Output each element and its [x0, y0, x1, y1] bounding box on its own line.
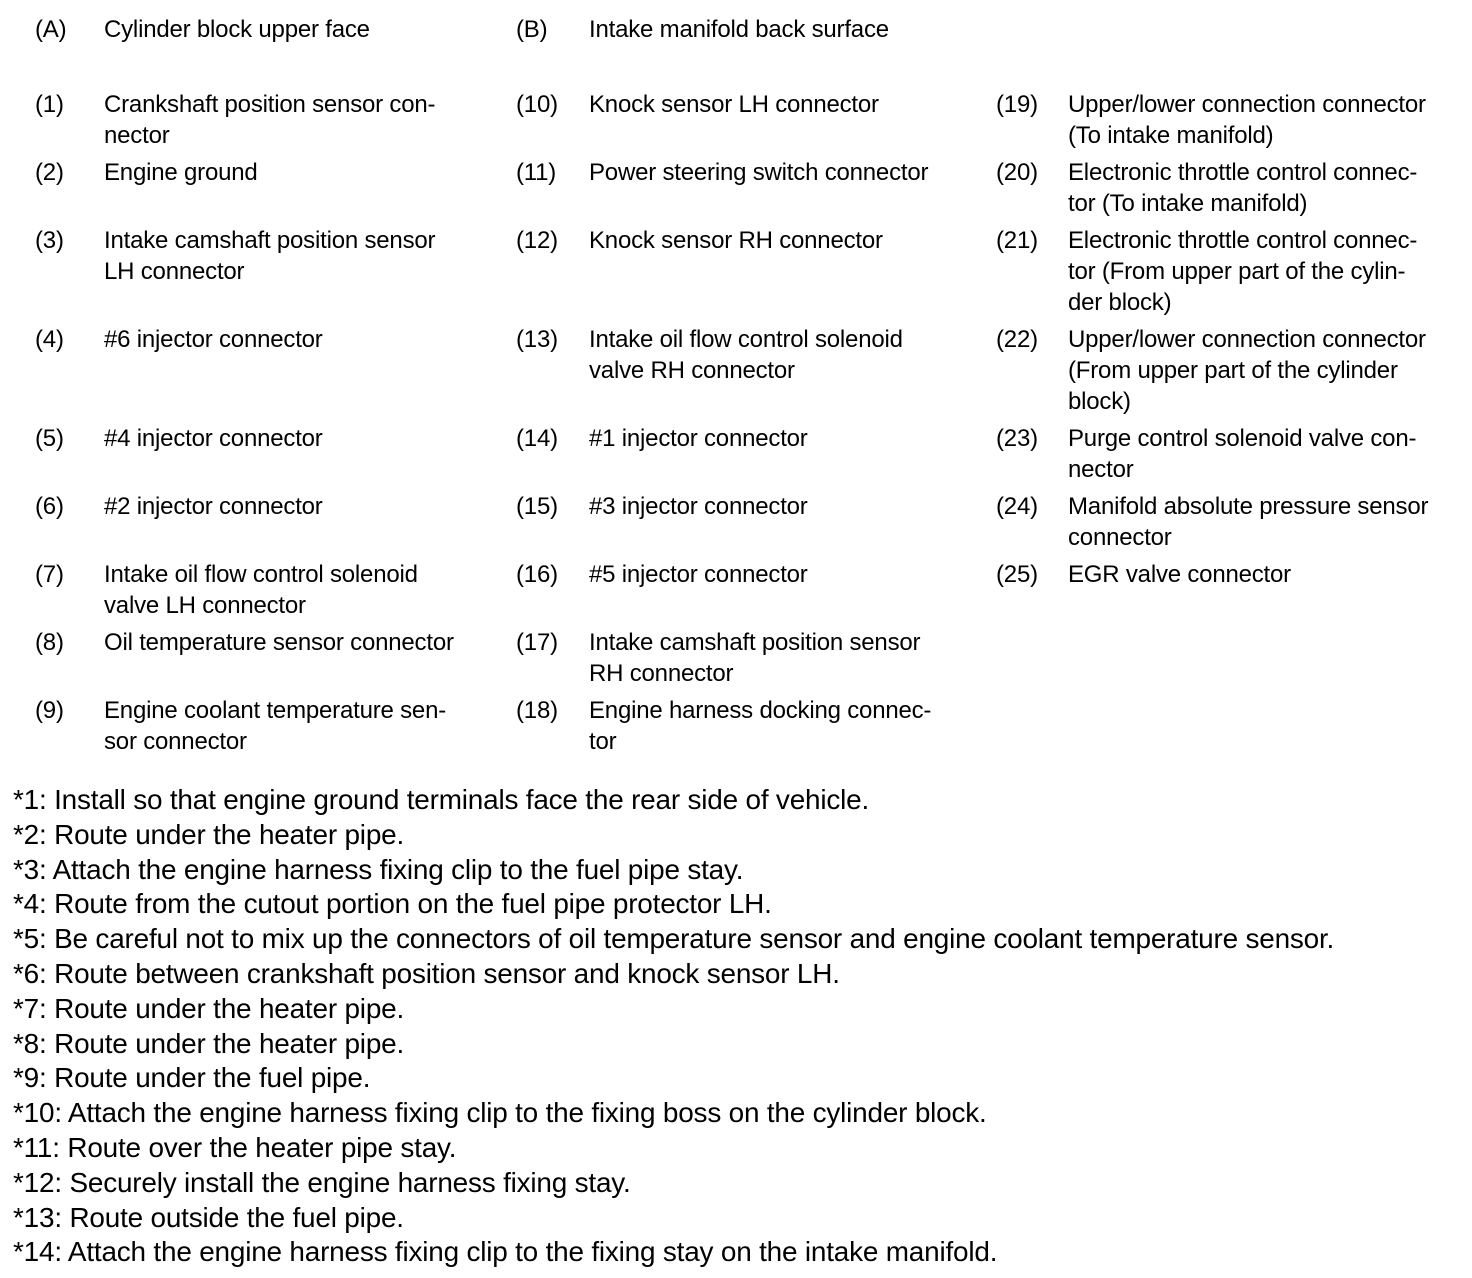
legend-label-line: tor [589, 728, 617, 755]
legend-ref-number: (21) [996, 227, 1038, 254]
legend-ref-letter [996, 14, 1068, 83]
legend-ref-number: (4) [35, 326, 64, 353]
legend-item-label [104, 627, 516, 689]
legend-label-line: RH connector [589, 660, 734, 687]
legend-label-line: Intake manifold back surface [589, 16, 889, 43]
legend-label-line: tor (To intake manifold) [1068, 190, 1308, 217]
footnote: *3: Attach the engine harness fixing clip to the fuel pipe stay. [13, 853, 744, 885]
legend-label-line: (From upper part of the cylinder [1068, 357, 1398, 384]
footnote: *5: Be careful not to mix up the connectors of oil temperature sensor and engine coolant temperature sensor. [13, 923, 1335, 955]
legend-item-label [1068, 423, 1472, 485]
legend-label-line: Intake camshaft position sensor [104, 227, 436, 254]
legend-ref-number: (6) [35, 493, 64, 520]
legend-label-line: #6 injector connector [104, 326, 323, 353]
footnote: *13: Route outside the fuel pipe. [13, 1201, 404, 1233]
legend-label-line: valve LH connector [104, 592, 306, 619]
legend-ref-number: (13) [516, 326, 558, 353]
legend-label-line: LH connector [104, 258, 245, 285]
legend-label-line: Crankshaft position sensor con- [104, 91, 436, 118]
footnote: *1: Install so that engine ground terminals face the rear side of vehicle. [13, 784, 870, 815]
legend-label-line: EGR valve connector [1068, 561, 1291, 588]
legend-item-label [104, 695, 516, 757]
legend-label-line: Upper/lower connection connector [1068, 326, 1426, 353]
legend-label-line: Upper/lower connection connector [1068, 91, 1426, 118]
footnote: *8: Route under the heater pipe. [13, 1027, 405, 1059]
legend-item-label [1068, 157, 1472, 219]
legend-label-line: #2 injector connector [104, 493, 323, 520]
legend-label-line: Manifold absolute pressure sensor [1068, 493, 1429, 520]
legend-label-line: #5 injector connector [589, 561, 808, 588]
legend-ref-letter: (B) [516, 16, 548, 43]
footnote: *7: Route under the heater pipe. [13, 992, 405, 1024]
legend-item-label [104, 225, 516, 318]
legend-label-line: tor (From upper part of the cylin- [1068, 258, 1406, 285]
legend-item-label [1068, 559, 1472, 621]
legend-ref-number: (10) [516, 91, 558, 118]
legend-ref-number: (5) [35, 425, 64, 452]
legend-label-line: (To intake manifold) [1068, 122, 1274, 149]
legend-label-line: Knock sensor RH connector [589, 227, 883, 254]
legend-label-line: der block) [1068, 289, 1172, 316]
legend-label-line: nector [1068, 456, 1134, 483]
legend-ref-number: (25) [996, 561, 1038, 588]
legend-item-label [589, 559, 996, 621]
legend-label-line: Intake camshaft position sensor [589, 629, 921, 656]
legend-item-label [589, 423, 996, 485]
legend-ref-number: (23) [996, 425, 1038, 452]
legend-ref-number: (14) [516, 425, 558, 452]
legend-ref-label [104, 14, 516, 83]
footnote: *4: Route from the cutout portion on the fuel pipe protector LH. [13, 888, 772, 920]
legend-ref-number: (3) [35, 227, 64, 254]
legend-label-line: connector [1068, 524, 1172, 551]
legend-item-label [589, 225, 996, 318]
legend-ref-number: (11) [516, 159, 557, 186]
legend-ref-number: (8) [35, 629, 64, 656]
legend-ref-letter: (A) [35, 16, 67, 43]
legend-ref-number: (16) [516, 561, 558, 588]
legend-item-label [589, 491, 996, 553]
legend-item-label [1068, 89, 1472, 151]
legend-label-line: nector [104, 122, 170, 149]
legend-item-label [589, 89, 996, 151]
legend-ref-number: (17) [516, 629, 558, 656]
legend-item-label [104, 324, 516, 417]
legend-label-line: Knock sensor LH connector [589, 91, 879, 118]
legend-item-label [589, 695, 996, 757]
legend-item-label [589, 157, 996, 219]
legend-ref-number: (18) [516, 697, 558, 724]
legend-ref-number: (19) [996, 91, 1038, 118]
footnote: *10: Attach the engine harness fixing clip to the fixing boss on the cylinder block. [13, 1097, 987, 1129]
legend-label-line: Power steering switch connector [589, 159, 929, 186]
legend-ref-number: (7) [35, 561, 64, 588]
footnote: *6: Route between crankshaft position sensor and knock sensor LH. [13, 957, 840, 989]
legend-ref-number: (20) [996, 159, 1038, 186]
legend-label-line: Purge control solenoid valve con- [1068, 425, 1417, 452]
footnote: *9: Route under the fuel pipe. [13, 1062, 371, 1094]
legend-ref-number [996, 695, 1068, 757]
footnote-list [0, 757, 1472, 1270]
legend-item-label [104, 423, 516, 485]
legend-label-line: valve RH connector [589, 357, 795, 384]
legend-item-label [104, 157, 516, 219]
legend-label-line: Cylinder block upper face [104, 16, 370, 43]
legend-ref-number: (2) [35, 159, 64, 186]
legend-item-label [589, 627, 996, 689]
legend-label-line: sor connector [104, 728, 247, 755]
legend-label-line: Electronic throttle control connec- [1068, 159, 1418, 186]
legend-item-label [1068, 491, 1472, 553]
legend-item-label [104, 491, 516, 553]
legend-item-label [1068, 225, 1472, 318]
legend-ref-number: (9) [35, 697, 64, 724]
legend-item-label [104, 559, 516, 621]
legend-label-line: Intake oil flow control solenoid [104, 561, 418, 588]
legend-ref-number: (15) [516, 493, 558, 520]
legend-label-line: Electronic throttle control connec- [1068, 227, 1418, 254]
legend-ref-label [589, 14, 996, 83]
footnote: *11: Route over the heater pipe stay. [13, 1131, 457, 1163]
legend-item-label [1068, 324, 1472, 417]
legend-label-line: Engine ground [104, 159, 258, 186]
legend-item-label [104, 89, 516, 151]
legend-label-line: Engine harness docking connec- [589, 697, 932, 724]
legend-ref-label [1068, 14, 1472, 83]
footnote: *2: Route under the heater pipe. [13, 818, 405, 850]
legend-ref-number: (24) [996, 493, 1038, 520]
legend-item-label [1068, 627, 1472, 689]
legend-label-line: #1 injector connector [589, 425, 808, 452]
legend-label-line: Oil temperature sensor connector [104, 629, 454, 656]
legend-ref-number: (1) [35, 91, 64, 118]
legend-label-line: Engine coolant temperature sen- [104, 697, 447, 724]
legend-item-label [589, 324, 996, 417]
legend-label-line: block) [1068, 388, 1131, 415]
legend-ref-number: (12) [516, 227, 558, 254]
legend-ref-number [996, 627, 1068, 689]
legend-item-label [1068, 695, 1472, 757]
legend-label-line: #3 injector connector [589, 493, 808, 520]
footnote: *14: Attach the engine harness fixing clip to the fixing stay on the intake manifold. [13, 1236, 998, 1268]
legend-label-line: #4 injector connector [104, 425, 323, 452]
footnote: *12: Securely install the engine harness fixing stay. [13, 1166, 631, 1198]
legend-ref-number: (22) [996, 326, 1038, 353]
legend-label-line: Intake oil flow control solenoid [589, 326, 903, 353]
